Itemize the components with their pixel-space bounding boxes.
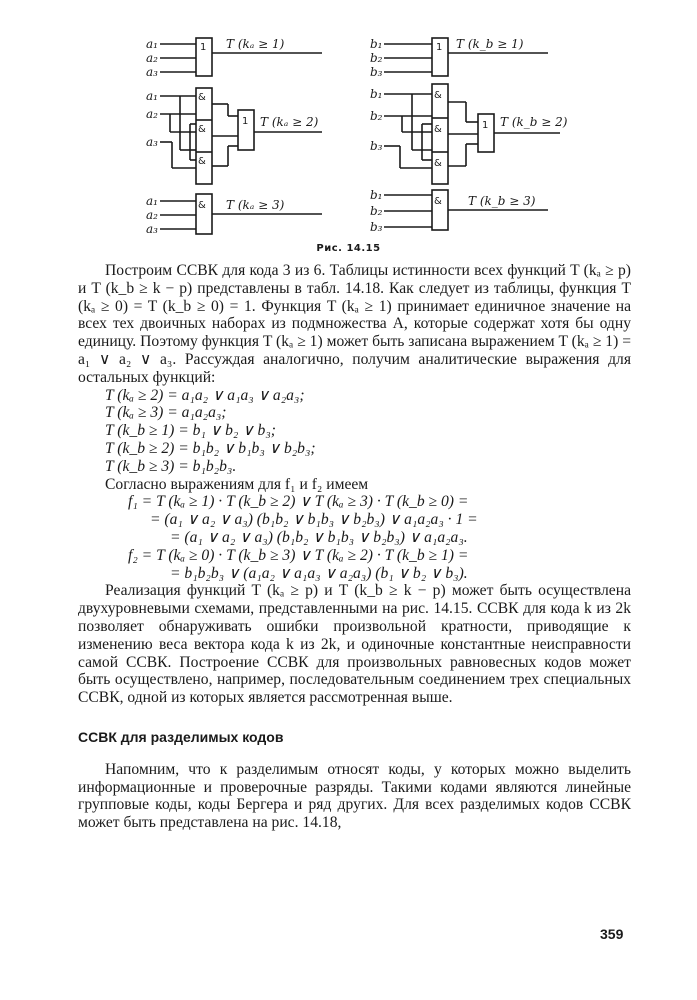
formula: T (k_b ≥ 2) = b₁b₂ ∨ b₁b₃ ∨ b₂b₃;: [105, 439, 316, 457]
right-input-label: b₁: [370, 188, 383, 202]
svg-text:&: &: [434, 90, 442, 101]
right-or-circuit: [370, 37, 548, 79]
right-input-label: b₃: [370, 139, 383, 153]
left-input-label: a₁: [146, 89, 158, 103]
formula: T (kₐ ≥ 2) = a₁a₂ ∨ a₁a₃ ∨ a₂a₃;: [105, 386, 305, 404]
equation-line: f₁ = T (kₐ ≥ 1) · T (k_b ≥ 2) ∨ T (kₐ ≥ 3) · T (k_b ≥ 0) =: [128, 493, 469, 511]
paragraph: Согласно выражениям для f₁ и f₂ имеем: [105, 475, 369, 493]
svg-text:&: &: [198, 92, 206, 103]
svg-text:1: 1: [436, 42, 443, 53]
svg-text:&: &: [434, 158, 442, 169]
figure-caption: Рис. 14.15: [316, 243, 381, 254]
logic-circuit-figure: [0, 0, 697, 240]
right-output-label: T (k_b ≥ 2): [500, 115, 568, 129]
right-input-label: b₁: [370, 87, 383, 101]
left-output-label: T (kₐ ≥ 2): [260, 115, 319, 129]
left-input-label: a₂: [146, 208, 158, 222]
page-number: 359: [600, 926, 624, 942]
section-heading: ССВК для разделимых кодов: [78, 728, 284, 745]
equation-line: = (a₁ ∨ a₂ ∨ a₃) (b₁b₂ ∨ b₁b₃ ∨ b₂b₃) ∨ a₁a₂a₃ · 1 =: [150, 511, 478, 529]
body-text: [78, 262, 631, 832]
right-and-circuit: [370, 188, 548, 234]
right-output-label: T (k_b ≥ 1): [456, 37, 524, 51]
left-input-label: a₂: [146, 107, 158, 121]
left-output-label: T (kₐ ≥ 1): [226, 37, 285, 51]
left-input-label: a₁: [146, 37, 158, 51]
left-or-circuit: [146, 37, 322, 79]
left-input-label: a₁: [146, 194, 158, 208]
svg-text:&: &: [198, 124, 206, 135]
left-output-label: T (kₐ ≥ 3): [226, 198, 285, 212]
right-input-label: b₂: [370, 109, 383, 123]
svg-text:&: &: [198, 200, 206, 211]
svg-text:&: &: [434, 196, 442, 207]
paragraph: Построим ССВК для кода 3 из 6. Таблицы истинности всех функций T (kₐ ≥ p) и T (k_b ≥ k − p) представлены в табл. 14.18. Как следует из таблицы, функция T (kₐ ≥ 0) = T (k_b ≥ 0) = 1. Функция T (kₐ ≥ 1) принимает единичное значение на всех тех двоичных наборах из подмножества A, которые содержат хотя бы одну единицу. Поэтому функция T (kₐ ≥ 1) может быть записана выражением T (kₐ ≥ 1) = a₁ ∨ a₂ ∨ a₃. Рассуждая аналогично, получим аналитические выражения для остальных функций:: [78, 262, 631, 386]
formula: T (k_b ≥ 1) = b₁ ∨ b₂ ∨ b₃;: [105, 422, 276, 440]
svg-text:&: &: [434, 124, 442, 135]
right-input-label: b₂: [370, 204, 383, 218]
left-input-label: a₂: [146, 51, 158, 65]
formula: T (k_b ≥ 3) = b₁b₂b₃.: [105, 457, 237, 475]
left-input-label: a₃: [146, 135, 158, 149]
right-input-label: b₃: [370, 65, 383, 79]
equation-line: f₂ = T (kₐ ≥ 0) · T (k_b ≥ 3) ∨ T (kₐ ≥ 2) · T (k_b ≥ 1) =: [128, 546, 469, 564]
left-input-label: a₃: [146, 222, 158, 236]
equation-line: = b₁b₂b₃ ∨ (a₁a₂ ∨ a₁a₃ ∨ a₂a₃) (b₁ ∨ b₂ ∨ b₃).: [170, 564, 468, 582]
right-output-label: T (k_b ≥ 3): [468, 194, 536, 208]
left-and-circuit: [146, 194, 322, 236]
right-input-label: b₂: [370, 51, 383, 65]
formula: T (kₐ ≥ 3) = a₁a₂a₃;: [105, 404, 227, 422]
right-input-label: b₃: [370, 220, 383, 234]
equation-line: = (a₁ ∨ a₂ ∨ a₃) (b₁b₂ ∨ b₁b₃ ∨ b₂b₃) ∨ a₁a₂a₃.: [170, 528, 468, 546]
right-threshold2-circuit: [370, 84, 568, 184]
svg-text:1: 1: [482, 120, 489, 131]
paragraph: Напомним, что к разделимым относят коды, у которых можно выделить информационные и проверочные разряды. Такими кодами являются линейные групповые коды, коды Бергера и ряд других. Для всех разделимых кодов ССВК может быть представлена на рис. 14.18,: [78, 760, 631, 832]
svg-text:1: 1: [242, 116, 249, 127]
svg-text:1: 1: [200, 42, 207, 53]
left-threshold2-circuit: [146, 88, 322, 184]
right-input-label: b₁: [370, 37, 383, 51]
paragraph: Реализация функций T (kₐ ≥ p) и T (k_b ≥ k − p) может быть осуществлена двухуровневыми схемами, представленными на рис. 14.15. ССВК для кода k из 2k позволяет обнаруживать ошибки произвольной кратности, приводящие к изменению веса вектора кода k из 2k, и одиночные константные неисправности самой ССВК. Построение ССВК для произвольных равновесных кодов может быть осуществлено, например, последовательным соединением трех специальных ССВК, одной из которых является рассмотренная выше.: [78, 582, 631, 707]
svg-text:&: &: [198, 156, 206, 167]
left-input-label: a₃: [146, 65, 158, 79]
